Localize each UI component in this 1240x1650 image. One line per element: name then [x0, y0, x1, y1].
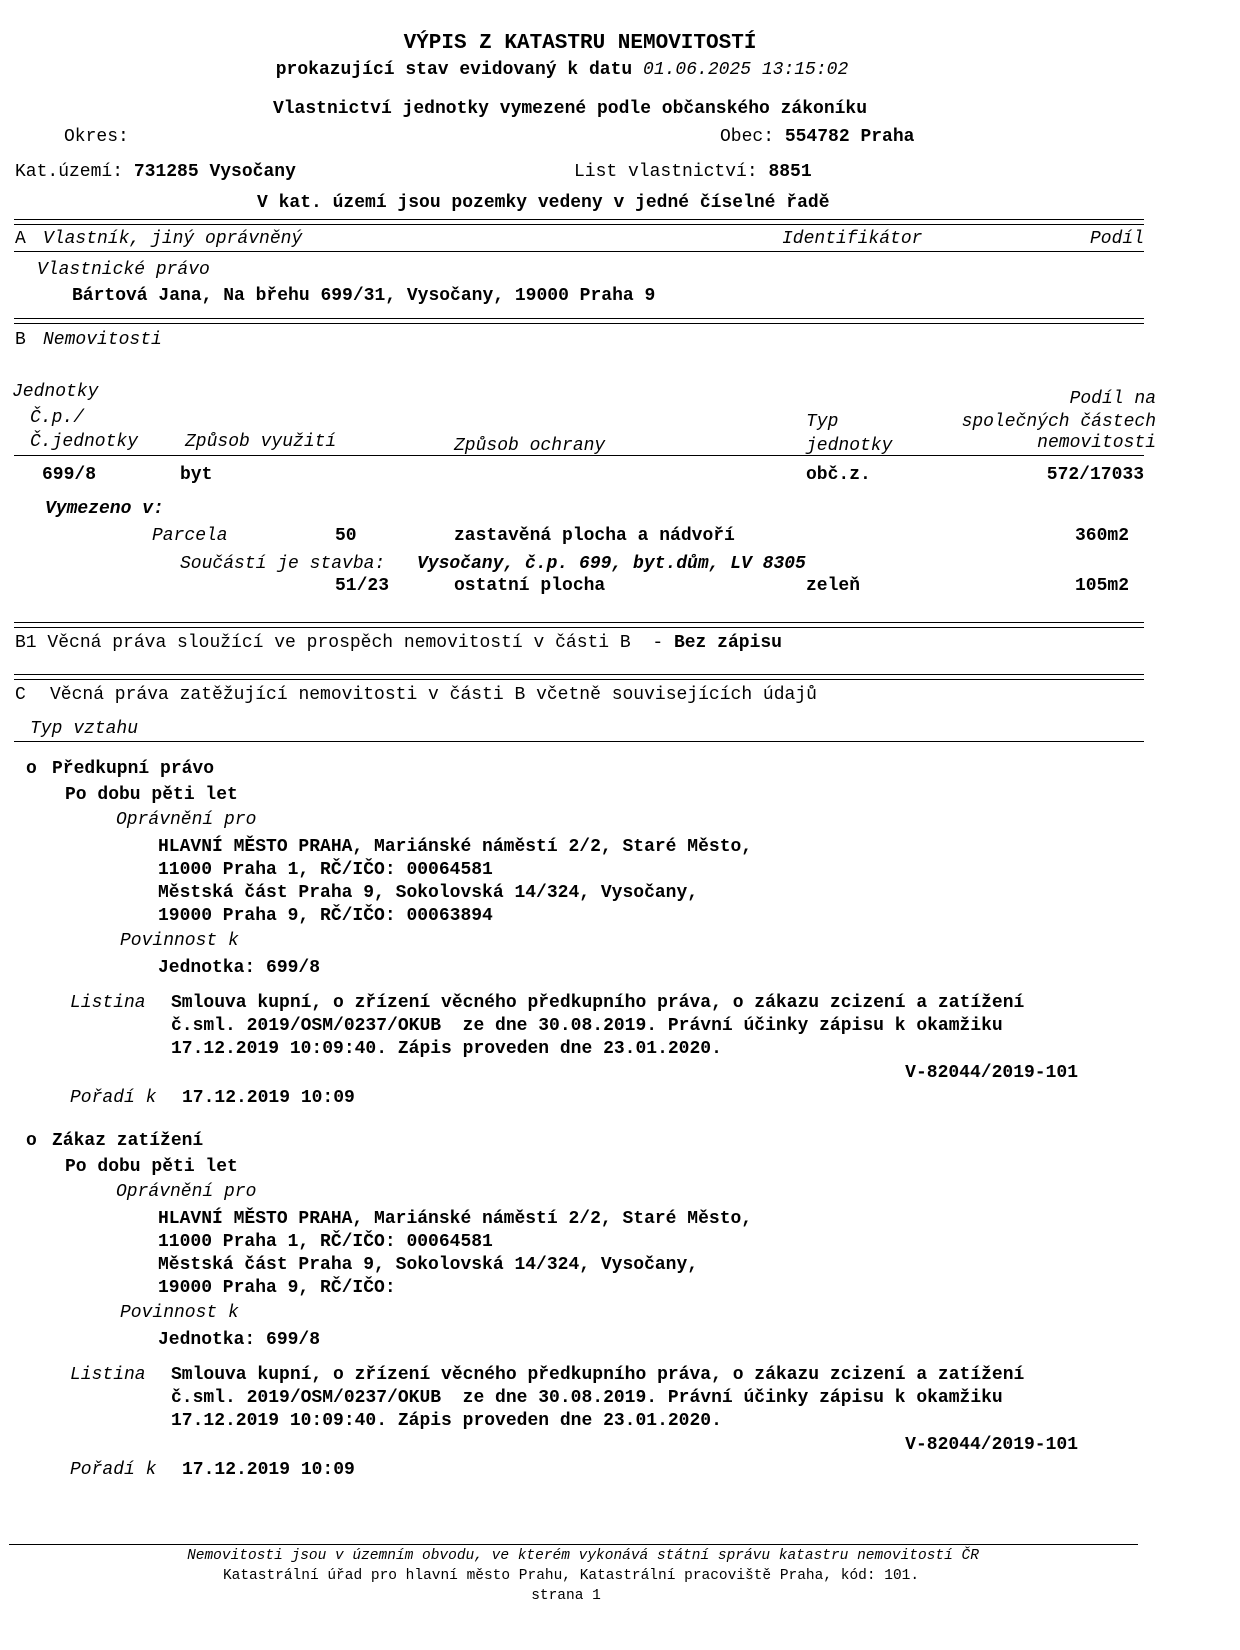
- entry-duration: Po dobu pěti let: [65, 1157, 238, 1177]
- unit-type: obč.z.: [806, 465, 871, 485]
- section-b-label: B: [15, 330, 26, 350]
- entry-reference: V-82044/2019-101: [905, 1063, 1078, 1083]
- section-b1-divider: [14, 622, 1144, 628]
- unit-number: 699/8: [42, 465, 97, 485]
- poradi-label: Pořadí k: [70, 1088, 157, 1108]
- parcel-label: Parcela: [152, 526, 228, 546]
- col-cp: Č.p./: [30, 408, 85, 428]
- section-b1: [15, 634, 782, 652]
- entry-name: Zákaz zatížení: [52, 1131, 204, 1151]
- listina-line: Smlouva kupní, o zřízení věcného předkupního práva, o zákazu zcizení a zatížení: [171, 1365, 1025, 1385]
- katuzemi-field: [15, 163, 296, 181]
- col-zpusob-ochrany: Způsob ochrany: [454, 436, 606, 456]
- ownership-type: Vlastnictví jednotky vymezené podle občanského zákoníku: [272, 99, 868, 119]
- parcel-kind: ostatní plocha: [454, 576, 606, 596]
- section-a-divider: [14, 219, 1144, 225]
- col-typ-vztahu: Typ vztahu: [30, 719, 139, 739]
- subtitle-date: 01.06.2025 13:15:02: [643, 60, 849, 80]
- katuzemi-label: Kat.území:: [15, 162, 124, 182]
- opravneni-label: Oprávnění pro: [116, 810, 257, 830]
- section-b-title: Nemovitosti: [43, 330, 162, 350]
- footer-rule: [9, 1544, 1138, 1545]
- opravneni-label: Oprávnění pro: [116, 1182, 257, 1202]
- entry-name: Předkupní právo: [52, 759, 215, 779]
- parcel-number: 50: [335, 526, 357, 546]
- parcel-kind: zastavěná plocha a nádvoří: [454, 526, 735, 546]
- beneficiary-line: Městská část Praha 9, Sokolovská 14/324, Vysočany,: [158, 883, 699, 903]
- section-a-header-rule: [14, 251, 1144, 252]
- subtitle-prefix: prokazující stav evidovaný k datu: [275, 60, 633, 80]
- listina-line: č.sml. 2019/OSM/0237/OKUB ze dne 30.08.2019. Právní účinky zápisu k okamžiku: [171, 1016, 1003, 1036]
- section-c-header-rule: [14, 741, 1144, 742]
- section-b1-title: Věcná práva sloužící ve prospěch nemovitostí v části B: [47, 633, 631, 653]
- section-c-title: Věcná práva zatěžující nemovitosti v části B včetně souvisejících údajů: [50, 685, 817, 705]
- listina-line: č.sml. 2019/OSM/0237/OKUB ze dne 30.08.2019. Právní účinky zápisu k okamžiku: [171, 1388, 1003, 1408]
- section-b1-status: Bez zápisu: [673, 633, 782, 653]
- beneficiary-line: 11000 Praha 1, RČ/IČO: 00064581: [158, 1232, 493, 1252]
- beneficiary-line: 11000 Praha 1, RČ/IČO: 00064581: [158, 860, 493, 880]
- document-title: VÝPIS Z KATASTRU NEMOVITOSTÍ: [403, 32, 757, 55]
- beneficiary-line: HLAVNÍ MĚSTO PRAHA, Mariánské náměstí 2/2, Staré Město,: [158, 837, 753, 857]
- col-jednotky: jednotky: [806, 436, 893, 456]
- numbering-note: V kat. území jsou pozemky vedeny v jedné číselné řadě: [257, 193, 830, 213]
- col-podil: Podíl: [1089, 229, 1144, 249]
- entry-bullet: o: [26, 1131, 37, 1151]
- section-b-header-rule: [14, 455, 1144, 456]
- lv-value: 8851: [768, 162, 812, 182]
- parcel-area: 105m2: [1074, 576, 1129, 596]
- obec-label: Obec:: [720, 127, 775, 147]
- beneficiary-line: Městská část Praha 9, Sokolovská 14/324, Vysočany,: [158, 1255, 699, 1275]
- poradi-value: 17.12.2019 10:09: [182, 1088, 355, 1108]
- obec-value: 554782 Praha: [784, 127, 915, 147]
- beneficiary-line: 19000 Praha 9, RČ/IČO: 00063894: [158, 906, 493, 926]
- section-a-title: Vlastník, jiný oprávněný: [43, 229, 303, 249]
- listina-label: Listina: [70, 1365, 146, 1385]
- section-c-divider: [14, 674, 1144, 680]
- section-b1-dash: -: [652, 633, 664, 653]
- section-b-divider: [14, 318, 1144, 324]
- vymezeno-label: Vymezeno v:: [45, 499, 164, 519]
- col-podil-3: nemovitosti: [1037, 433, 1156, 453]
- povinnost-value: Jednotka: 699/8: [158, 1330, 321, 1350]
- katuzemi-value: 731285 Vysočany: [133, 162, 296, 182]
- footer-line-1: Nemovitosti jsou v územním obvodu, ve kterém vykonává státní správu katastru nemovitostí ČR: [187, 1548, 979, 1564]
- section-b1-label: B1: [15, 633, 37, 653]
- entry-reference: V-82044/2019-101: [905, 1435, 1078, 1455]
- col-podil-1: Podíl na: [1069, 389, 1156, 409]
- section-c-label: C: [15, 685, 26, 705]
- document-subtitle: [0, 61, 1124, 79]
- col-cj: Č.jednotky: [30, 432, 139, 452]
- right-type: Vlastnické právo: [37, 260, 210, 280]
- listina-line: Smlouva kupní, o zřízení věcného předkupního práva, o zákazu zcizení a zatížení: [171, 993, 1025, 1013]
- poradi-value: 17.12.2019 10:09: [182, 1460, 355, 1480]
- owner-name: Bártová Jana, Na břehu 699/31, Vysočany, 19000 Praha 9: [72, 286, 656, 306]
- obec-field: [720, 128, 914, 146]
- povinnost-label: Povinnost k: [120, 1303, 239, 1323]
- col-identifikator: Identifikátor: [782, 229, 923, 249]
- lv-label: List vlastnictví:: [574, 162, 758, 182]
- entry-bullet: o: [26, 759, 37, 779]
- col-podil-2: společných částech: [961, 412, 1156, 432]
- listina-label: Listina: [70, 993, 146, 1013]
- page-number: strana 1: [531, 1588, 601, 1604]
- listina-line: 17.12.2019 10:09:40. Zápis proveden dne 23.01.2020.: [171, 1039, 722, 1059]
- poradi-label: Pořadí k: [70, 1460, 157, 1480]
- unit-share: 572/17033: [1046, 465, 1144, 485]
- povinnost-label: Povinnost k: [120, 931, 239, 951]
- povinnost-value: Jednotka: 699/8: [158, 958, 321, 978]
- lv-field: [574, 163, 812, 181]
- footer-line-2: Katastrální úřad pro hlavní město Prahu, Katastrální pracoviště Praha, kód: 101.: [222, 1568, 920, 1584]
- parcel-note: zeleň: [806, 576, 861, 596]
- soucasti-value: Vysočany, č.p. 699, byt.dům, LV 8305: [417, 554, 806, 574]
- beneficiary-line: HLAVNÍ MĚSTO PRAHA, Mariánské náměstí 2/2, Staré Město,: [158, 1209, 753, 1229]
- unit-use: byt: [180, 465, 213, 485]
- col-typ: Typ: [806, 412, 839, 432]
- group-jednotky: Jednotky: [12, 382, 99, 402]
- listina-line: 17.12.2019 10:09:40. Zápis proveden dne 23.01.2020.: [171, 1411, 722, 1431]
- parcel-number: 51/23: [335, 576, 390, 596]
- okres-label: Okres:: [64, 127, 129, 147]
- beneficiary-line: 19000 Praha 9, RČ/IČO:: [158, 1278, 396, 1298]
- entry-duration: Po dobu pěti let: [65, 785, 238, 805]
- section-a-label: A: [15, 229, 26, 249]
- soucasti-label: Součástí je stavba:: [180, 554, 386, 574]
- parcel-area: 360m2: [1074, 526, 1129, 546]
- col-zpusob-vyuziti: Způsob využití: [185, 432, 337, 452]
